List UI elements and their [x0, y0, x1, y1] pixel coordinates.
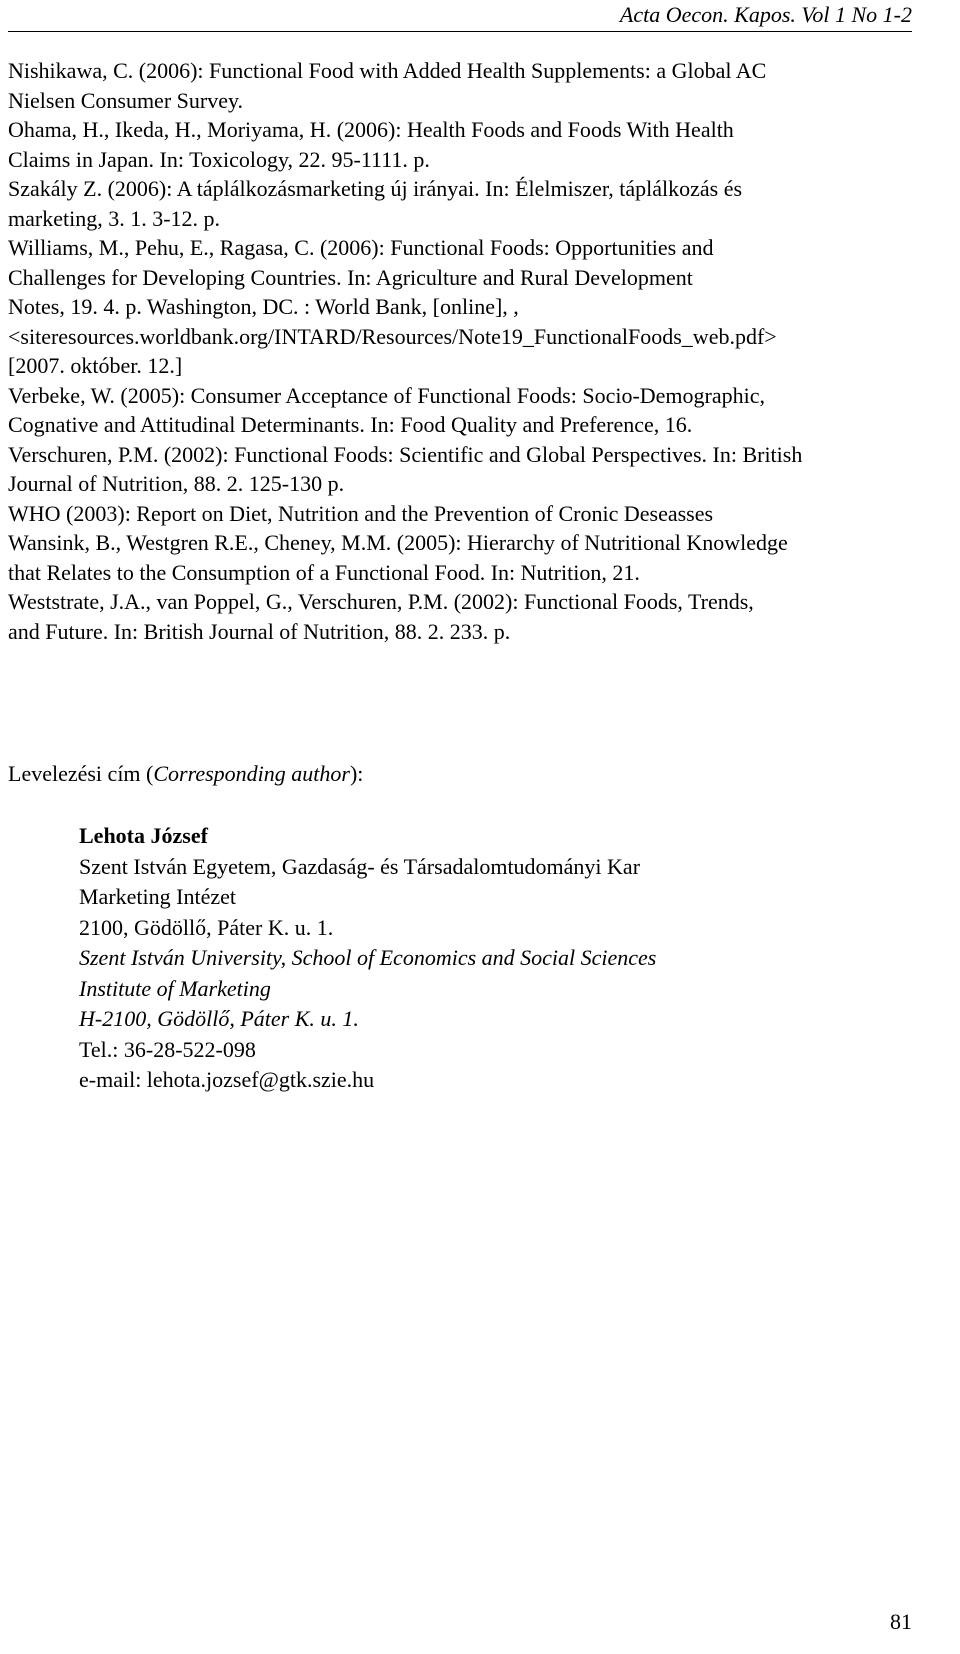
reference-line: Verbeke, W. (2005): Consumer Acceptance of Functional Foods: Socio-Demographic,	[8, 382, 766, 408]
reference-line: Ohama, H., Ikeda, H., Moriyama, H. (2006): Health Foods and Foods With Health	[8, 117, 734, 142]
reference-line: Notes, 19. 4. p. Washington, DC. : World Bank, [online], ,	[8, 294, 519, 319]
institute-hu: Marketing Intézet	[79, 884, 236, 909]
page-number: 81	[890, 1609, 912, 1634]
header-rule	[8, 31, 912, 32]
address-hu: 2100, Gödöllő, Páter K. u. 1.	[79, 914, 334, 940]
reference-line: Challenges for Developing Countries. In: Agriculture and Rural Development	[8, 264, 693, 290]
phone: Tel.: 36-28-522-098	[79, 1036, 256, 1062]
reference-szakaly	[8, 174, 912, 233]
reference-williams	[8, 233, 912, 381]
reference-line: Weststrate, J.A., van Poppel, G., Verschuren, P.M. (2002): Functional Foods, Trends,	[8, 589, 754, 614]
reference-line: and Future. In: British Journal of Nutrition, 88. 2. 233. p.	[8, 618, 511, 644]
reference-line: WHO (2003): Report on Diet, Nutrition and the Prevention of Cronic Deseasses	[8, 500, 714, 526]
reference-verbeke	[8, 381, 912, 440]
reference-verschuren	[8, 440, 912, 499]
affiliation-hu: Szent István Egyetem, Gazdaság- és Társadalomtudományi Kar	[79, 853, 641, 879]
reference-who	[8, 499, 912, 529]
reference-line: Cognative and Attitudinal Determinants. In: Food Quality and Preference, 16.	[8, 412, 693, 437]
reference-line: Nielsen Consumer Survey.	[8, 87, 244, 113]
reference-line: marketing, 3. 1. 3-12. p.	[8, 205, 221, 231]
reference-line: that Relates to the Consumption of a Functional Food. In: Nutrition, 21.	[8, 559, 640, 585]
corresponding-author-heading	[8, 761, 363, 787]
reference-weststrate	[8, 587, 912, 646]
email: e-mail: lehota.jozsef@gtk.szie.hu	[79, 1067, 375, 1092]
corresponding-label-italic: Corresponding author	[153, 761, 350, 786]
corresponding-label-end: ):	[349, 761, 364, 786]
reference-line: Claims in Japan. In: Toxicology, 22. 95-1111. p.	[8, 146, 430, 172]
reference-line: [2007. október. 12.]	[8, 353, 183, 378]
reference-line: Wansink, B., Westgren R.E., Cheney, M.M. (2005): Hierarchy of Nutritional Knowledge	[8, 530, 788, 555]
reference-line: Verschuren, P.M. (2002): Functional Foods: Scientific and Global Perspectives. In: British	[8, 441, 803, 467]
reference-wansink	[8, 528, 912, 587]
reference-list	[8, 56, 912, 646]
reference-nishikawa	[8, 56, 912, 115]
reference-line: Journal of Nutrition, 88. 2. 125-130 p.	[8, 471, 345, 496]
corresponding-label: Levelezési cím (	[8, 761, 154, 786]
institute-en: Institute of Marketing	[79, 975, 271, 1001]
reference-ohama	[8, 115, 912, 174]
author-name: Lehota József	[79, 823, 208, 848]
running-header: Acta Oecon. Kapos. Vol 1 No 1-2	[619, 2, 912, 27]
reference-line: Nishikawa, C. (2006): Functional Food with Added Health Supplements: a Global AC	[8, 58, 767, 83]
reference-line: Williams, M., Pehu, E., Ragasa, C. (2006): Functional Foods: Opportunities and	[8, 235, 714, 260]
reference-line: Szakály Z. (2006): A táplálkozásmarketing új irányai. In: Élelmiszer, táplálkozás és	[8, 176, 743, 201]
address-en: H-2100, Gödöllő, Páter K. u. 1.	[79, 1006, 359, 1031]
contact-block	[79, 821, 656, 1096]
affiliation-en: Szent István University, School of Economics and Social Sciences	[79, 945, 657, 970]
reference-url: <siteresources.worldbank.org/INTARD/Resources/Note19_FunctionalFoods_web.pdf>	[8, 323, 777, 349]
